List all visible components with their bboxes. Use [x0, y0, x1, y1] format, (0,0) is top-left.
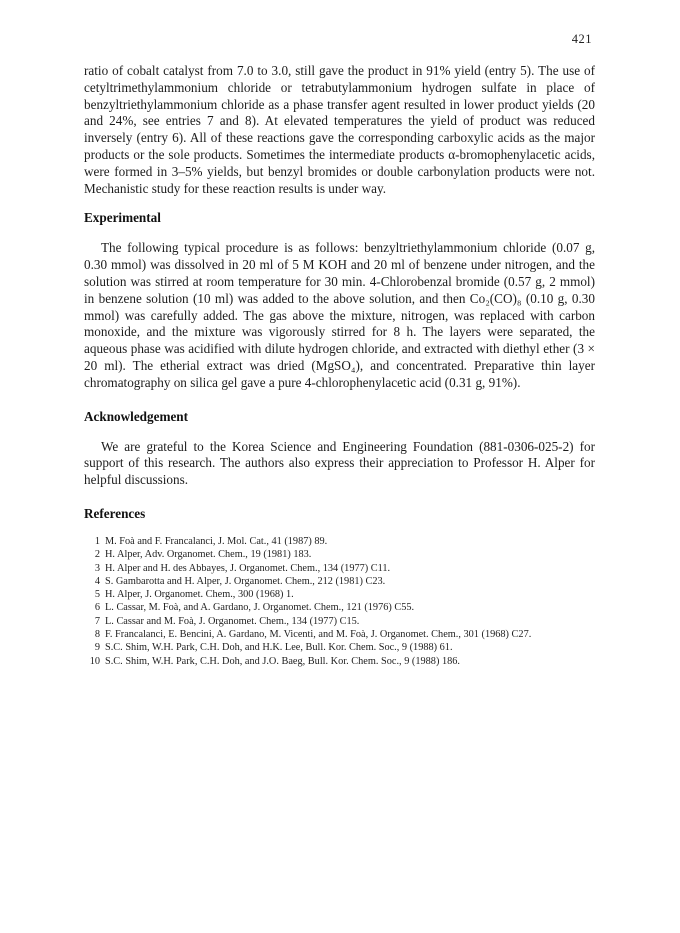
reference-number: 4 [94, 575, 100, 587]
reference-item [84, 588, 595, 601]
reference-item [84, 655, 595, 668]
reference-text: H. Alper and H. des Abbayes, J. Organomet. Chem., 134 (1977) C11. [105, 562, 391, 574]
experimental-paragraph: The following typical procedure is as follows: benzyltriethylammonium chloride (0.07 g, 0.30 mmol) was dissolved in 20 ml of 5 M KOH and 20 ml of benzene under nitrogen, and the solution was stirred at room temperature for 30 min. 4-Chlorobenzal bromide (0.57 g, 2 mmol) in benzene solution (10 ml) was added to the above solution, and then Co₂(CO)₈ (0.10 g, 0.30 mmol) was carefully added. The gas above the mixture, nitrogen, was replaced with carbon monoxide, and the mixture was vigorously stirred for 8 h. The layers were separated, the aqueous phase was acidified with dilute hydrogen chloride, and extracted with diethyl ether (3 × 20 ml). The etherial extract was dried (MgSO₄), and concentrated. Preparative thin layer chromatography on silica gel gave a pure 4-chlorophenylacetic acid (0.31 g, 91%). [84, 240, 595, 390]
reference-text: L. Cassar and M. Foà, J. Organomet. Chem., 134 (1977) C15. [105, 615, 360, 627]
reference-text: H. Alper, J. Organomet. Chem., 300 (1968) 1. [105, 589, 294, 601]
reference-item [84, 641, 595, 654]
experimental-heading: Experimental [84, 210, 161, 226]
intro-paragraph: ratio of cobalt catalyst from 7.0 to 3.0, still gave the product in 91% yield (entry 5). The use of cetyltrimethylammonium chloride or tetrabutylammonium hydrogen sulfate in place of benzyltriethylammonium chloride as a phase transfer agent resulted in lower product yields (20 and 24%, see entries 7 and 8). At elevated temperatures the yield of product was reduced inversely (entry 6). All of these reactions gave the corresponding carboxylic acids as the major products or the sole products. Sometimes the intermediate products α-bromophenylacetic acids, were formed in 3–5% yields, but benzyl bromides or double carbonylation products were not. Mechanistic study for these reaction results is under way. [84, 63, 595, 196]
reference-item [84, 615, 595, 628]
reference-text: F. Francalanci, E. Bencini, A. Gardano, M. Vicenti, and M. Foà, J. Organomet. Chem., 301 (1968) C27. [105, 629, 532, 641]
page-content [84, 63, 595, 668]
reference-text: S. Gambarotta and H. Alper, J. Organomet. Chem., 212 (1981) C23. [105, 575, 386, 587]
acknowledgement-paragraph: We are grateful to the Korea Science and Engineering Foundation (881-0306-025-2) for support of this research. The authors also express their appreciation to Professor H. Alper for helpful discussions. [84, 438, 595, 488]
reference-number: 7 [94, 615, 100, 627]
reference-list [84, 535, 595, 668]
references-heading: References [84, 505, 146, 521]
reference-number: 1 [94, 535, 100, 547]
reference-text: S.C. Shim, W.H. Park, C.H. Doh, and J.O. Baeg, Bull. Kor. Chem. Soc., 9 (1988) 186. [105, 655, 460, 667]
page-number: 421 [571, 32, 592, 46]
reference-number: 2 [94, 549, 100, 561]
reference-text: S.C. Shim, W.H. Park, C.H. Doh, and H.K. Lee, Bull. Kor. Chem. Soc., 9 (1988) 61. [105, 642, 453, 654]
reference-number: 6 [94, 602, 100, 614]
reference-number: 10 [89, 655, 100, 667]
reference-item [84, 628, 595, 641]
reference-item [84, 562, 595, 575]
reference-item [84, 601, 595, 614]
reference-number: 9 [94, 642, 100, 654]
reference-text: H. Alper, Adv. Organomet. Chem., 19 (1981) 183. [105, 549, 312, 561]
reference-text: L. Cassar, M. Foà, and A. Gardano, J. Organomet. Chem., 121 (1976) C55. [105, 602, 415, 614]
reference-item [84, 575, 595, 588]
reference-item [84, 535, 595, 548]
reference-number: 5 [94, 589, 100, 601]
acknowledgement-heading: Acknowledgement [84, 408, 189, 424]
reference-number: 3 [94, 562, 100, 574]
reference-text: M. Foà and F. Francalanci, J. Mol. Cat., 41 (1987) 89. [105, 535, 328, 547]
reference-item [84, 548, 595, 561]
reference-number: 8 [94, 629, 100, 641]
